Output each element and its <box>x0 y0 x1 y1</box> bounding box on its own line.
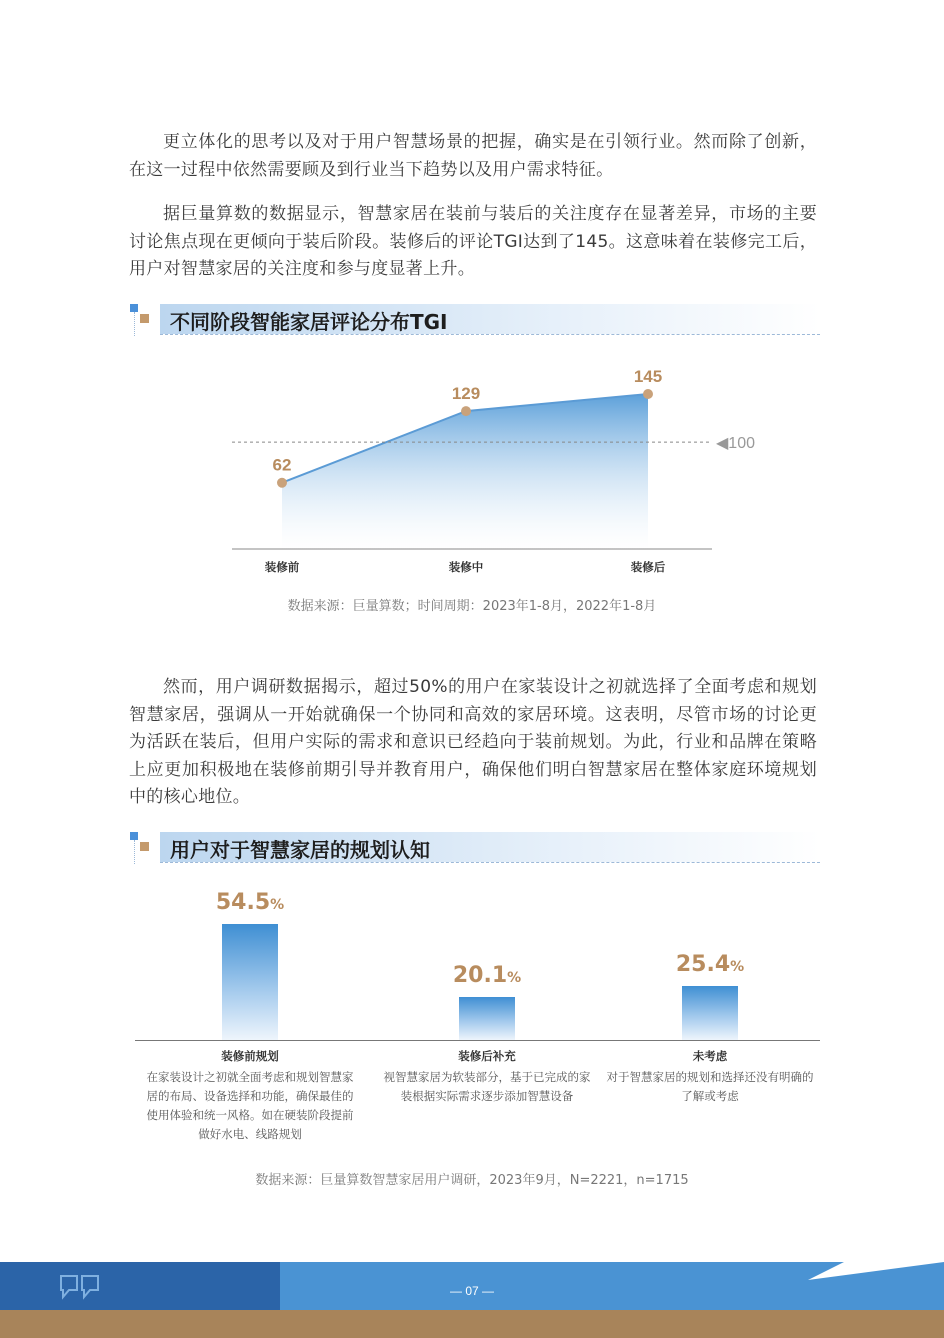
data-point-3 <box>643 389 653 399</box>
bar-3 <box>682 986 738 1040</box>
data-point-1 <box>277 478 287 488</box>
bar-description-1: 在家装设计之初就全面考虑和规划智慧家居的布局、设备选择和功能，确保最佳的使用体验和统一风格。如在硬装阶段提前做好水电、线路规划 <box>146 1070 354 1141</box>
page-number: — 07 — <box>449 1284 494 1298</box>
bar-category-label-3: 未考虑 <box>692 1049 728 1063</box>
footer-dark-block <box>0 1262 280 1310</box>
paragraph-survey: 然而，用户调研数据揭示，超过50%的用户在家装设计之初就选择了全面考虑和规划智慧家居，强调从一开始就确保一个协同和高效的家居环境。这表明，尽管市场的讨论更为活跃在装后，但用户实际的需求和意识已经趋向于装前规划。为此，行业和品牌在策略上应更加积极地在装修前期引导并教育用户，确保他们明白智慧家居在整体家庭环境规划中的核心地位。 <box>129 677 817 807</box>
bar-1 <box>222 924 278 1040</box>
bar-description-3: 对于智慧家居的规划和选择还没有明确的了解或考虑 <box>606 1070 814 1103</box>
bar-baseline <box>135 1040 820 1041</box>
bar-category-label-2: 装修后补充 <box>458 1049 516 1063</box>
dotted-divider <box>134 840 135 864</box>
bar-description-2: 视智慧家居为软装部分，基于已完成的家装根据实际需求逐步添加智慧设备 <box>383 1070 591 1103</box>
tgi-area <box>282 394 648 549</box>
page-footer <box>0 1262 944 1338</box>
chart1-source: 数据来源：巨量算数；时间周期：2023年1-8月，2022年1-8月 <box>287 599 657 614</box>
section-header-planning <box>130 832 820 864</box>
bar-unit-1: % <box>270 897 285 913</box>
square-blue-icon <box>130 304 138 312</box>
data-label-3: 145 <box>633 367 663 386</box>
bar-unit-2: % <box>507 970 522 986</box>
square-blue-icon <box>130 832 138 840</box>
data-point-2 <box>461 406 471 416</box>
dotted-divider <box>134 312 135 336</box>
footer-gold-strip <box>0 1310 944 1338</box>
x-tick-label-1: 装修前 <box>264 560 300 574</box>
bar-value-label-3: 25.4% <box>675 952 745 977</box>
x-tick-label-2: 装修中 <box>448 560 484 574</box>
bar-value-label-2: 20.1% <box>452 963 522 988</box>
tgi-area-chart <box>0 350 944 590</box>
section-header-tgi <box>130 304 820 336</box>
bar-unit-3: % <box>730 959 745 975</box>
reference-label: ◀100 <box>716 435 755 453</box>
data-label-2: 129 <box>451 384 481 404</box>
paragraph-data: 据巨量算数的数据显示，智慧家居在装前与装后的关注度存在显著差异，市场的主要讨论焦点现在更倾向于装后阶段。装修后的评论TGI达到了145。这意味着在装修完工后，用户对智慧家居的关注度和参与度显著上升。 <box>129 204 817 279</box>
bar-2 <box>459 997 515 1040</box>
footer-notch-shape <box>808 1262 944 1282</box>
planning-bar-chart <box>0 880 944 1160</box>
data-label-1: 62 <box>272 455 292 475</box>
chart2-source: 数据来源：巨量算数智慧家居用户调研，2023年9月，N=2221，n=1715 <box>255 1173 689 1188</box>
quote-logo-icon <box>58 1274 102 1300</box>
square-gold-icon <box>140 314 149 323</box>
bar-category-label-1: 装修前规划 <box>221 1049 279 1063</box>
x-tick-label-3: 装修后 <box>630 560 666 574</box>
section-title: 用户对于智慧家居的规划认知 <box>170 838 430 862</box>
paragraph-intro: 更立体化的思考以及对于用户智慧场景的把握，确实是在引领行业。然而除了创新，在这一过程中依然需要顾及到行业当下趋势以及用户需求特征。 <box>129 132 817 180</box>
square-gold-icon <box>140 842 149 851</box>
bar-value-label-1: 54.5% <box>215 890 285 915</box>
section-title: 不同阶段智能家居评论分布TGI <box>170 310 448 334</box>
